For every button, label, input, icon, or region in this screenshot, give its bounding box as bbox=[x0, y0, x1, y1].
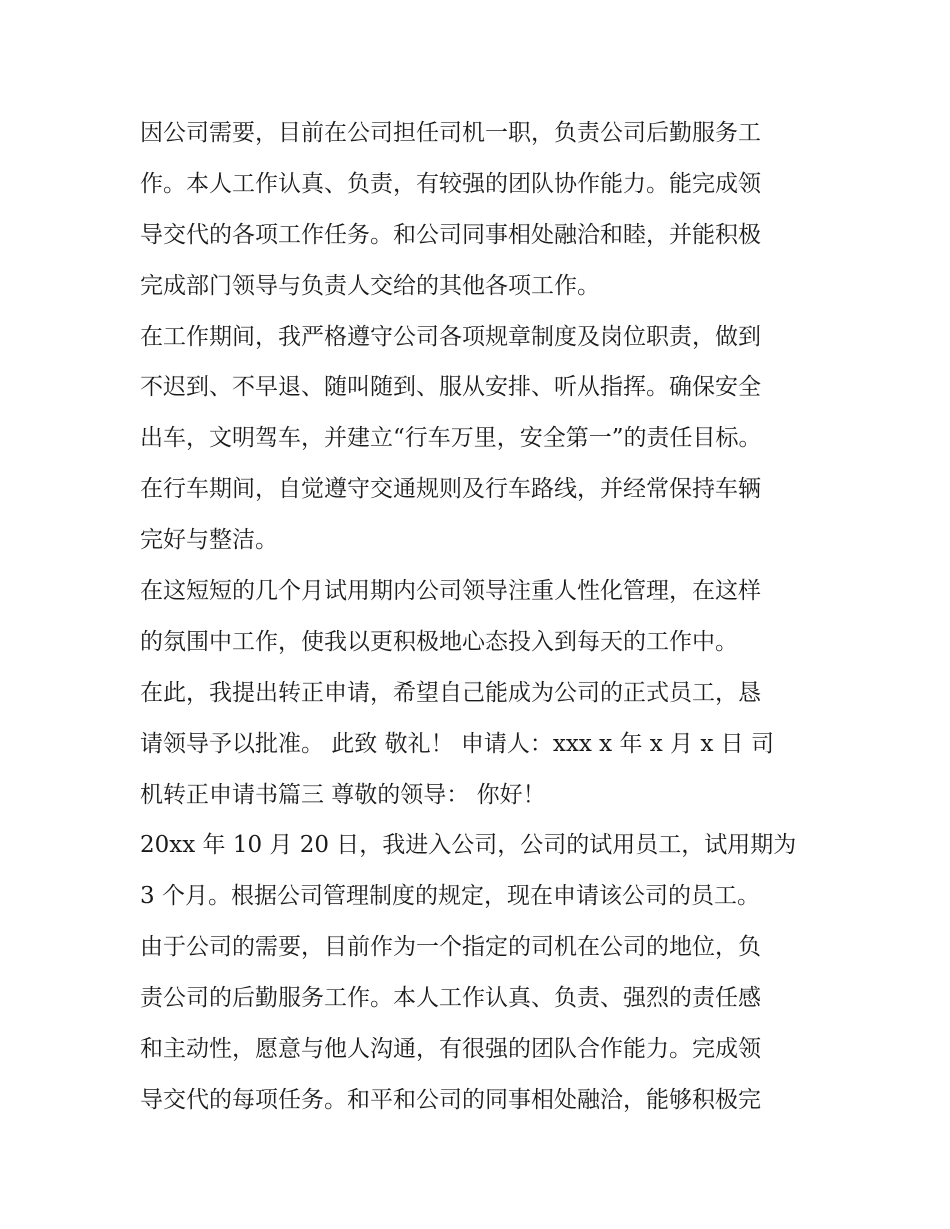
text-line: 由于公司的需要，目前作为一个指定的司机在公司的地位，负 bbox=[140, 934, 761, 961]
text-line: 机转正申请书篇三 尊敬的领导： 你好！ bbox=[140, 781, 546, 808]
text-line: 在这短短的几个月试用期内公司领导注重人性化管理，在这样 bbox=[140, 578, 761, 605]
text-line: 完成部门领导与负责人交给的其他各项工作。 bbox=[140, 272, 600, 299]
text-line: 完好与整洁。 bbox=[140, 527, 278, 554]
text-line: 导交代的各项工作任务。和公司同事相处融洽和睦，并能积极 bbox=[140, 221, 761, 248]
text-line: 和主动性，愿意与他人沟通，有很强的团队合作能力。完成领 bbox=[140, 1036, 761, 1063]
text-line: 在工作期间，我严格遵守公司各项规章制度及岗位职责，做到 bbox=[140, 323, 761, 350]
text-line: 不迟到、不早退、随叫随到、服从安排、听从指挥。确保安全 bbox=[140, 374, 761, 401]
text-line: 作。本人工作认真、负责，有较强的团队协作能力。能完成领 bbox=[140, 170, 761, 197]
document-body bbox=[140, 108, 820, 1126]
text-line: 在行车期间，自觉遵守交通规则及行车路线，并经常保持车辆 bbox=[140, 476, 761, 503]
text-line: 导交代的每项任务。和平和公司的同事相处融洽，能够积极完 bbox=[140, 1086, 761, 1113]
text-line: 出车，文明驾车，并建立“行车万里，安全第一”的责任目标。 bbox=[140, 425, 762, 452]
text-line: 请领导予以批准。 此致 敬礼！ 申请人：xxx x 年 x 月 x 日 司 bbox=[140, 730, 774, 757]
text-line: 3 个月。根据公司管理制度的规定，现在申请该公司的员工。 bbox=[140, 883, 760, 910]
text-line: 在此，我提出转正申请，希望自己能成为公司的正式员工，恳 bbox=[140, 679, 761, 706]
text-line: 因公司需要，目前在公司担任司机一职，负责公司后勤服务工 bbox=[140, 120, 761, 146]
text-line: 的氛围中工作，使我以更积极地心态投入到每天的工作中。 bbox=[140, 628, 738, 655]
text-line: 20xx 年 10 月 20 日，我进入公司，公司的试用员工，试用期为 bbox=[140, 832, 797, 859]
text-line: 责公司的后勤服务工作。本人工作认真、负责、强烈的责任感 bbox=[140, 985, 761, 1012]
